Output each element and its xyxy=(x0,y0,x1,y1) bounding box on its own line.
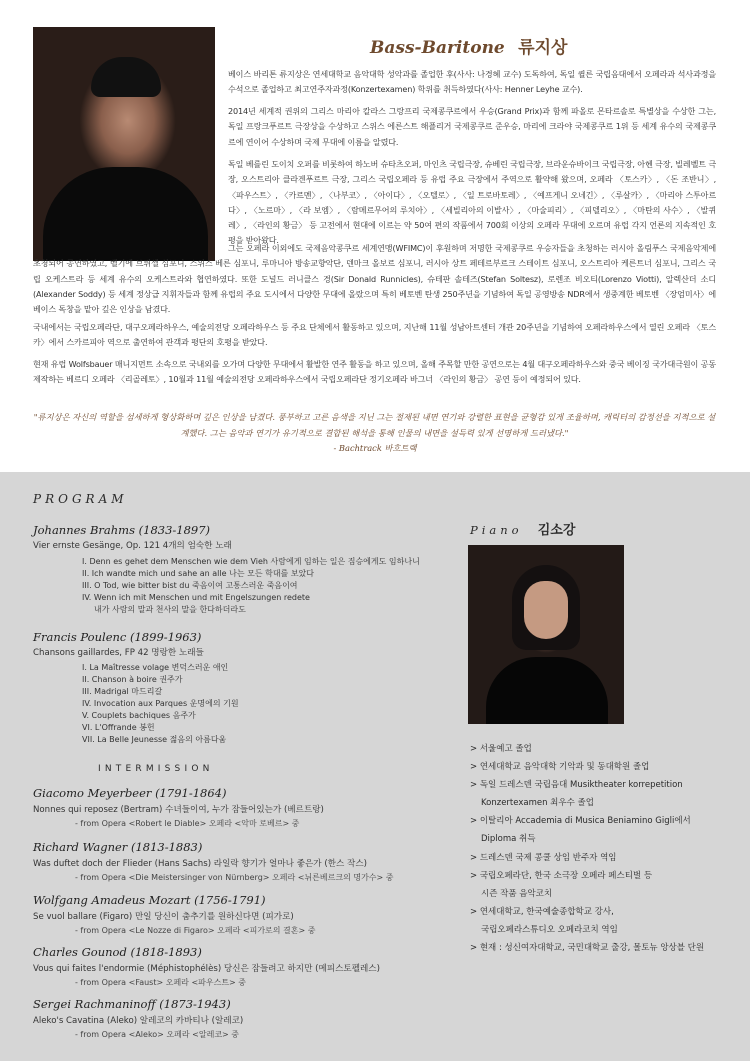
pianist-name: 김소강 xyxy=(537,523,576,538)
movement: III. O Tod, wie bitter bist du 죽음이여 고통스러운 죽음이여 xyxy=(82,581,298,590)
work-title: Aleko's Cavatina (Aleko) 알레코의 카바티나 (알레코) xyxy=(33,1016,244,1026)
singer-section xyxy=(0,0,750,472)
work-title: Chansons gaillardes, FP 42 명랑한 노래들 xyxy=(33,648,204,658)
career-item: Diploma 취득 xyxy=(481,834,536,845)
composer-name: Francis Poulenc (1899-1963) xyxy=(33,630,202,644)
movement: 내가 사람의 말과 천사의 말을 한다하더라도 xyxy=(94,605,246,614)
work-title: Nonnes qui reposez (Bertram) 수녀들이여, 누가 잠들어있는가 (베르트랑) xyxy=(33,805,324,815)
pianist-photo-body xyxy=(486,657,608,724)
work-title: Vier ernste Gesänge, Op. 121 4개의 엄숙한 노래 xyxy=(33,541,232,551)
singer-photo-hair xyxy=(91,57,161,97)
movement: IV. Invocation aux Parques 운명에의 기원 xyxy=(82,699,239,708)
pianist-career-list xyxy=(470,740,704,957)
program-heading: PROGRAM xyxy=(33,492,128,506)
intermission-label: INTERMISSION xyxy=(98,764,214,774)
composer-name: Charles Gounod (1818-1893) xyxy=(33,945,202,959)
movement: I. La Maîtresse volage 변덕스러운 애인 xyxy=(82,663,229,672)
bio-paragraph: 베이스 바리톤 류지상은 연세대학교 음악대학 성악과를 졸업한 후(사사: 나경혜 교수) 도독하여, 독일 퀼른 국립음대에서 오페라과 석사과정을 수석으로 졸업하고 최고연주자과정(Konzertexamen) 학위를 취득하였다(사사: Henner Leyhe 교수). xyxy=(228,69,716,95)
bio-paragraph: 그는 오페라 이외에도 국제음악콩쿠르 세계연맹(WFIMC)이 후원하며 저명한 국제콩쿠르 우승자들을 초청하는 러시아 올림푸스 국제음악제에 초청되어 공연하였고, 벨기에 브뤼셀 심포니, 스위스 베른 심포니, 루마니아 방송교향악단, 덴마크 올보르 심포니, 러시아 상트 페테르부르크 스테이트 심포니, 오스트리아 케른트너 심포니, 그리스 국립 오케스트라 등 세계 유수의 오케스트라와 협연하였다. 또한 도널드 러니클스 경(Sir Donald Runnicles), 슈테판 솔테즈(Stefan Soltesz), 로렌조 비오티(Lorenzo Viotti), 알렉산더 소디(Alexander Soddy) 등 세계 정상급 지휘자들과 함께 유럽의 주요 도시에서 다양한 무대에 올랐으며 특히 베토벤 탄생 250주년을 기념하여 독일 공영방송 NDR에서 생중계한 베토벤 〈장엄미사〉에 베이스 독창을 맡아 깊은 인상을 남겼다. xyxy=(33,243,716,315)
pianist-title xyxy=(470,519,575,538)
movement: I. Denn es gehet dem Menschen wie dem Vieh 사람에게 임하는 일은 짐승에게도 임하나니 xyxy=(82,557,420,566)
movement: III. Madrigal 마드리갈 xyxy=(82,687,163,696)
opera-source: - from Opera <Faust> 오페라 <파우스트> 중 xyxy=(75,978,247,987)
singer-photo xyxy=(33,27,215,261)
career-item: > 이탈리아 Accademia di Musica Beniamino Gigli에서 xyxy=(470,816,691,827)
career-item: > 연세대학교, 한국예술종합학교 강사, xyxy=(470,906,614,917)
movement: VI. L'Offrande 봉헌 xyxy=(82,723,155,732)
career-item: > 국립오페라단, 한국 소극장 오페라 페스티벌 등 xyxy=(470,870,653,881)
bio-paragraph: 독일 베를린 도이치 오퍼를 비롯하여 하노버 슈타츠오퍼, 마인츠 국립극장, 슈베린 국립극장, 브라운슈바이크 국립극장, 아헨 극장, 빌레벨트 극장, 오스트리아 클라겐푸르트 극장, 그리스 국립오페라 등 유럽 주요 극장에서 주역으로 활약해 왔으며, 오페라 〈토스카〉, 〈돈 조반니〉, 〈파우스트〉, 〈카르멘〉, 〈나부코〉, 〈아이다〉, 〈오텔로〉, 〈일 트로바토레〉, 〈예프게니 오네긴〉, 〈루살카〉, 〈마리아 스투아르다〉, 〈노르마〉, 〈라 보엠〉, 〈람메르무어의 루치아〉, 〈세빌리아의 이발사〉, 〈마술피리〉, 〈피델리오〉, 〈마탄의 사수〉, 〈발퀴레〉, 〈라인의 황금〉 등 고전에서 현대에 이르는 약 50여 편의 작품에서 700회 이상의 오페라 무대에 오르며 유럽 각지 언론의 지속적인 호평을 받아왔다. xyxy=(228,159,716,246)
pianist-photo xyxy=(468,545,624,724)
opera-source: - from Opera <Die Meistersinger von Nürnberg> 오페라 <뉘른베르크의 명가수> 중 xyxy=(75,873,394,882)
movement: VII. La Belle Jeunesse 젊음의 아름다움 xyxy=(82,735,227,744)
work-title: Vous qui faites l'endormie (Méphistophélès) 당신은 잠들려고 하지만 (메피스토펠레스) xyxy=(33,964,380,974)
bio-paragraph: 2014년 세계적 권위의 그리스 마리아 칼라스 그랑프리 국제콩쿠르에서 우승(Grand Prix)과 함께 파올로 몬타르솔로 특별상을 수상한 그는, 독일 프랑크푸르트 극장상을 수상하고 스위스 에른스트 해플리거 국제콩쿠르 준우승, 마리에 크라야 국제콩쿠르 1위 등 세계 유수의 국제콩쿠르에 연이어 수상하며 국제 무대에 이름을 알렸다. xyxy=(228,106,716,147)
program-section xyxy=(0,472,750,1061)
career-item: > 서울예고 졸업 xyxy=(470,744,532,754)
work-title: Se vuol ballare (Figaro) 만일 당신이 춤추기를 원하신다면 (피가로) xyxy=(33,912,294,922)
opera-source: - from Opera <Robert le Diable> 오페라 <악마 로베르> 중 xyxy=(75,819,300,828)
career-item: > 독일 드레스덴 국립음대 Musiktheater korrepetition xyxy=(470,780,683,791)
opera-source: - from Opera <Aleko> 오페라 <알레코> 중 xyxy=(75,1030,240,1039)
composer-name: Wolfgang Amadeus Mozart (1756-1791) xyxy=(33,893,266,907)
career-item: > 드레스덴 국제 콩쿨 상임 반주자 역임 xyxy=(470,852,617,863)
career-item: > 현재 : 성신여자대학교, 국민대학교 출강, 몰토뉴 앙상블 단원 xyxy=(470,943,705,954)
singer-title xyxy=(370,33,567,58)
career-item: 시즌 작품 음악코치 xyxy=(481,888,553,899)
movement: IV. Wenn ich mit Menschen und mit Engelszungen redete xyxy=(82,593,310,602)
singer-name: 류지상 xyxy=(518,38,568,58)
movement: II. Ich wandte mich und sahe an alle 나는 모든 학대를 보았다 xyxy=(82,569,315,578)
career-item: > 연세대학교 음악대학 기악과 및 동대학원 졸업 xyxy=(470,762,650,773)
composer-name: Johannes Brahms (1833-1897) xyxy=(33,523,211,537)
composer-name: Richard Wagner (1813-1883) xyxy=(33,840,203,854)
opera-source: - from Opera <Le Nozze di Figaro> 오페라 <피가로의 결혼> 중 xyxy=(75,926,316,935)
movement: V. Couplets bachiques 음주가 xyxy=(82,711,196,720)
pianist-role: Piano xyxy=(470,523,523,537)
work-title: Was duftet doch der Flieder (Hans Sachs) 라일락 향기가 얼마나 좋은가 (한스 작스) xyxy=(33,859,367,869)
movement: II. Chanson à boire 권주가 xyxy=(82,675,183,684)
review-source: - Bachtrack 바흐트랙 xyxy=(333,443,417,453)
bio-paragraph: 국내에서는 국립오페라단, 대구오페라하우스, 예술의전당 오페라하우스 등 주요 단체에서 활동하고 있으며, 지난해 11월 성남아트센터 개관 20주년을 기념하여 오페라하우스에서 열린 오페라 〈토스카〉에서 스카르피아 역으로 출연하여 관객과 평단의 호평을 받았다. xyxy=(33,322,716,348)
bio-paragraph: 현재 유럽 Wolfsbauer 매니지먼트 소속으로 국내외를 오가며 다양한 무대에서 활발한 연주 활동을 하고 있으며, 올해 주목할 만한 공연으로는 4월 대구오페라하우스와 중국 베이징 국가대극원이 공동 제작하는 베르디 오페라 〈리골레토〉, 10월과 11월 예술의전당 오페라하우스에서 국립오페라단 정기오페라 바그너 〈라인의 황금〉 공연 등이 예정되어 있다. xyxy=(33,359,716,385)
review-quote: "류지상은 자신의 역할을 섬세하게 형상화하며 깊은 인상을 남겼다. 풍부하고 고른 음색을 지닌 그는 절제된 내면 연기와 강렬한 표현을 균형감 있게 조율하며, 캐릭터의 감정선을 지적으로 설계했다. 그는 음악과 연기가 유기적으로 결합된 해석을 통해 인물의 내면을 설득력 있게 선명하게 드러냈다." xyxy=(33,412,716,438)
career-item: 국립오페라스튜디오 오페라코치 역임 xyxy=(481,924,618,935)
career-item: Konzertexamen 최우수 졸업 xyxy=(481,798,594,809)
pianist-photo-face xyxy=(524,581,568,639)
composer-name: Giacomo Meyerbeer (1791-1864) xyxy=(33,786,227,800)
singer-role: Bass-Baritone xyxy=(370,38,505,58)
composer-name: Sergei Rachmaninoff (1873-1943) xyxy=(33,997,231,1011)
